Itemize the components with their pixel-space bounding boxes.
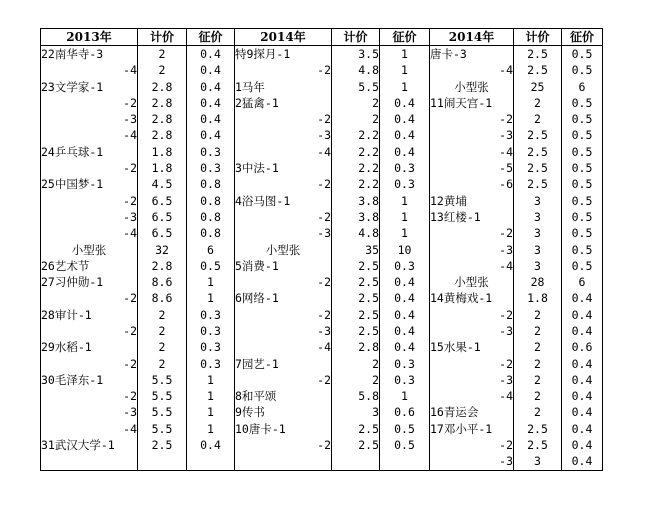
levy-cell: 0.4 <box>380 144 430 160</box>
levy-cell: 0.3 <box>187 340 235 356</box>
price-cell: 2.5 <box>514 144 562 160</box>
levy-cell: 0.3 <box>187 144 235 160</box>
price-cell: 5.5 <box>138 421 187 437</box>
levy-cell: 0.5 <box>187 258 235 274</box>
table-row <box>41 291 603 307</box>
issue-name-cell: 31武汉大学-1 <box>41 437 138 453</box>
issue-name-cell: -2 <box>430 307 514 323</box>
levy-cell: 0.4 <box>380 291 430 307</box>
levy-cell: 0.3 <box>187 307 235 323</box>
levy-cell: 1 <box>380 79 430 95</box>
levy-cell: 0.4 <box>380 128 430 144</box>
issue-name-cell: -3 <box>235 226 332 242</box>
levy-cell: 0.3 <box>187 323 235 339</box>
price-cell: 2 <box>514 356 562 372</box>
levy-cell: 0.5 <box>562 209 603 225</box>
price-cell: 4.5 <box>138 177 187 193</box>
levy-cell: 0.5 <box>562 128 603 144</box>
price-cell: 3.8 <box>332 209 380 225</box>
price-cell: 6.5 <box>138 209 187 225</box>
header-levy-1: 征价 <box>187 29 235 46</box>
price-cell: 2 <box>332 356 380 372</box>
levy-cell: 0.4 <box>380 111 430 127</box>
price-cell: 2 <box>138 340 187 356</box>
levy-cell: 0.5 <box>562 242 603 258</box>
table-row <box>41 128 603 144</box>
levy-cell: 0.5 <box>562 111 603 127</box>
issue-name-cell: -2 <box>235 372 332 388</box>
levy-cell: 0.5 <box>562 63 603 79</box>
issue-name-cell: -2 <box>41 389 138 405</box>
issue-name-cell: -3 <box>430 454 514 471</box>
issue-name-cell: -2 <box>430 226 514 242</box>
price-cell: 5.5 <box>138 389 187 405</box>
header-levy-3: 征价 <box>562 29 603 46</box>
price-cell: 5.5 <box>332 79 380 95</box>
levy-cell: 0.4 <box>187 437 235 453</box>
levy-cell: 0.4 <box>562 405 603 421</box>
levy-cell: 0.3 <box>380 160 430 176</box>
table-row <box>41 307 603 323</box>
header-year-2014-b: 2014年 <box>430 29 514 46</box>
issue-name-cell: -4 <box>41 421 138 437</box>
levy-cell: 0.5 <box>562 226 603 242</box>
issue-name-cell: -2 <box>41 323 138 339</box>
issue-name-cell: 小型张 <box>430 274 514 290</box>
levy-cell: 1 <box>187 291 235 307</box>
issue-name-cell: -4 <box>41 128 138 144</box>
header-price-3: 计价 <box>514 29 562 46</box>
levy-cell: 0.6 <box>562 340 603 356</box>
levy-cell: 0.5 <box>562 160 603 176</box>
price-cell: 2.5 <box>514 128 562 144</box>
price-cell: 2.5 <box>514 160 562 176</box>
price-cell: 2 <box>332 95 380 111</box>
price-cell: 2.5 <box>514 63 562 79</box>
price-cell: 2.8 <box>138 128 187 144</box>
levy-cell: 0.5 <box>562 193 603 209</box>
levy-cell: 0.8 <box>187 209 235 225</box>
price-cell: 2 <box>138 356 187 372</box>
levy-cell: 1 <box>187 405 235 421</box>
issue-name-cell: -4 <box>235 340 332 356</box>
table-row <box>41 323 603 339</box>
issue-name-cell: -2 <box>430 437 514 453</box>
issue-name-cell: -3 <box>430 128 514 144</box>
price-cell: 2 <box>514 389 562 405</box>
table-row <box>41 226 603 242</box>
price-cell: 2 <box>138 63 187 79</box>
price-cell: 2.5 <box>138 437 187 453</box>
levy-cell: 0.5 <box>562 95 603 111</box>
price-cell: 3 <box>514 226 562 242</box>
table-row <box>41 421 603 437</box>
issue-name-cell: -2 <box>41 160 138 176</box>
issue-name-cell: -4 <box>41 63 138 79</box>
issue-name-cell: 27习仲勋-1 <box>41 274 138 290</box>
levy-cell: 1 <box>380 63 430 79</box>
header-price-2: 计价 <box>332 29 380 46</box>
table-row <box>41 144 603 160</box>
table-row <box>41 111 603 127</box>
issue-name-cell: -3 <box>41 405 138 421</box>
table-row <box>41 193 603 209</box>
header-price-1: 计价 <box>138 29 187 46</box>
levy-cell: 0.3 <box>380 258 430 274</box>
issue-name-cell: -5 <box>430 160 514 176</box>
issue-name-cell: -2 <box>430 356 514 372</box>
price-cell: 2 <box>514 340 562 356</box>
price-cell: 2 <box>138 323 187 339</box>
table-row <box>41 372 603 388</box>
price-cell <box>332 454 380 471</box>
levy-cell: 0.4 <box>187 63 235 79</box>
issue-name-cell: -2 <box>41 193 138 209</box>
levy-cell: 1 <box>187 274 235 290</box>
issue-name-cell: -2 <box>235 111 332 127</box>
issue-name-cell: -2 <box>235 209 332 225</box>
price-cell: 2 <box>138 307 187 323</box>
price-cell: 25 <box>514 79 562 95</box>
levy-cell: 0.4 <box>562 323 603 339</box>
header-year-2014-a: 2014年 <box>235 29 332 46</box>
levy-cell: 0.4 <box>380 274 430 290</box>
table-row <box>41 46 603 63</box>
price-cell: 2.5 <box>514 437 562 453</box>
levy-cell: 0.5 <box>380 437 430 453</box>
price-cell: 6.5 <box>138 226 187 242</box>
price-cell: 5.8 <box>332 389 380 405</box>
header-row <box>41 29 603 46</box>
levy-cell: 1 <box>380 46 430 63</box>
levy-cell: 0.4 <box>187 79 235 95</box>
issue-name-cell: 26艺术节 <box>41 258 138 274</box>
price-cell: 2.5 <box>514 46 562 63</box>
levy-cell: 1 <box>187 372 235 388</box>
price-cell: 8.6 <box>138 274 187 290</box>
table-row <box>41 63 603 79</box>
issue-name-cell: -2 <box>235 274 332 290</box>
price-cell: 32 <box>138 242 187 258</box>
levy-cell: 6 <box>562 274 603 290</box>
levy-cell: 0.4 <box>562 437 603 453</box>
issue-name-cell: -4 <box>41 226 138 242</box>
price-cell: 6.5 <box>138 193 187 209</box>
levy-cell: 0.4 <box>380 340 430 356</box>
price-cell: 1.8 <box>514 291 562 307</box>
price-cell: 2.8 <box>138 258 187 274</box>
levy-cell: 0.4 <box>562 454 603 471</box>
issue-name-cell: 小型张 <box>235 242 332 258</box>
price-cell: 3 <box>332 405 380 421</box>
price-cell: 2.2 <box>332 144 380 160</box>
table-row <box>41 177 603 193</box>
price-cell: 3.8 <box>332 193 380 209</box>
issue-name-cell: 7园艺-1 <box>235 356 332 372</box>
issue-name-cell: 6网络-1 <box>235 291 332 307</box>
issue-name-cell: 1马年 <box>235 79 332 95</box>
levy-cell: 0.4 <box>187 128 235 144</box>
issue-name-cell: -3 <box>235 323 332 339</box>
levy-cell: 1 <box>187 389 235 405</box>
levy-cell: 0.4 <box>380 323 430 339</box>
issue-name-cell: 唐卡-3 <box>430 46 514 63</box>
price-cell: 2.5 <box>514 177 562 193</box>
price-cell: 35 <box>332 242 380 258</box>
price-cell: 4.8 <box>332 226 380 242</box>
levy-cell: 0.4 <box>562 291 603 307</box>
issue-name-cell: -2 <box>235 177 332 193</box>
issue-name-cell: -2 <box>235 63 332 79</box>
issue-name-cell: 30毛泽东-1 <box>41 372 138 388</box>
price-cell: 2.5 <box>332 291 380 307</box>
levy-cell: 0.5 <box>562 258 603 274</box>
price-cell: 8.6 <box>138 291 187 307</box>
levy-cell: 0.4 <box>380 95 430 111</box>
price-cell: 2.8 <box>138 111 187 127</box>
price-cell: 2.8 <box>138 95 187 111</box>
price-cell: 2 <box>514 405 562 421</box>
issue-name-cell: 15水果-1 <box>430 340 514 356</box>
levy-cell: 1 <box>380 193 430 209</box>
price-cell: 2 <box>514 372 562 388</box>
levy-cell: 0.4 <box>562 307 603 323</box>
levy-cell: 1 <box>187 421 235 437</box>
price-cell: 2.5 <box>332 258 380 274</box>
price-cell: 2.2 <box>332 160 380 176</box>
issue-name-cell: -4 <box>235 144 332 160</box>
issue-name-cell: 22南华寺-3 <box>41 46 138 63</box>
table-row <box>41 405 603 421</box>
price-cell: 2.2 <box>332 177 380 193</box>
issue-name-cell: 5消费-1 <box>235 258 332 274</box>
levy-cell: 0.4 <box>187 111 235 127</box>
issue-name-cell: 13红楼-1 <box>430 209 514 225</box>
levy-cell: 0.5 <box>562 144 603 160</box>
levy-cell: 0.4 <box>562 421 603 437</box>
levy-cell: 0.3 <box>187 160 235 176</box>
price-cell: 2 <box>514 111 562 127</box>
issue-name-cell: 25中国梦-1 <box>41 177 138 193</box>
header-levy-2: 征价 <box>380 29 430 46</box>
issue-name-cell: -4 <box>430 389 514 405</box>
issue-name-cell: -2 <box>41 291 138 307</box>
levy-cell: 0.5 <box>562 46 603 63</box>
issue-name-cell: 24乒乓球-1 <box>41 144 138 160</box>
price-cell: 2 <box>514 323 562 339</box>
price-cell: 3.5 <box>332 46 380 63</box>
issue-name-cell: 小型张 <box>430 79 514 95</box>
issue-name-cell: 11闹天宫-1 <box>430 95 514 111</box>
issue-name-cell: 28审计-1 <box>41 307 138 323</box>
levy-cell: 0.5 <box>380 421 430 437</box>
price-cell: 2.8 <box>138 79 187 95</box>
table-row <box>41 160 603 176</box>
issue-name-cell: 16青运会 <box>430 405 514 421</box>
issue-name-cell: -3 <box>430 242 514 258</box>
price-table <box>40 28 603 471</box>
price-cell: 3 <box>514 258 562 274</box>
price-cell: 4.8 <box>332 63 380 79</box>
table-row <box>41 437 603 453</box>
levy-cell: 0.4 <box>562 372 603 388</box>
price-cell: 2.2 <box>332 128 380 144</box>
levy-cell <box>380 454 430 471</box>
levy-cell: 0.6 <box>380 405 430 421</box>
price-cell: 2 <box>514 307 562 323</box>
levy-cell: 0.4 <box>187 95 235 111</box>
issue-name-cell: 小型张 <box>41 242 138 258</box>
issue-name-cell: -4 <box>430 258 514 274</box>
table-row <box>41 79 603 95</box>
issue-name-cell: -2 <box>235 307 332 323</box>
header-year-2013: 2013年 <box>41 29 138 46</box>
levy-cell: 0.3 <box>380 372 430 388</box>
levy-cell: 0.8 <box>187 177 235 193</box>
levy-cell: 0.3 <box>187 356 235 372</box>
table-row <box>41 95 603 111</box>
table-row <box>41 242 603 258</box>
issue-name-cell: -2 <box>430 111 514 127</box>
table-row <box>41 274 603 290</box>
levy-cell: 0.4 <box>187 46 235 63</box>
levy-cell: 6 <box>187 242 235 258</box>
levy-cell: 6 <box>562 79 603 95</box>
issue-name-cell: 特9探月-1 <box>235 46 332 63</box>
price-cell: 2.5 <box>332 323 380 339</box>
table-row <box>41 389 603 405</box>
issue-name-cell: 17邓小平-1 <box>430 421 514 437</box>
price-cell: 5.5 <box>138 405 187 421</box>
levy-cell: 0.4 <box>562 356 603 372</box>
issue-name-cell: -3 <box>41 209 138 225</box>
levy-cell: 0.8 <box>187 193 235 209</box>
levy-cell: 10 <box>380 242 430 258</box>
table-row <box>41 454 603 471</box>
price-cell: 2.5 <box>514 421 562 437</box>
issue-name-cell: 29水稻-1 <box>41 340 138 356</box>
table-row <box>41 340 603 356</box>
issue-name-cell: -3 <box>41 111 138 127</box>
issue-name-cell: 14黄梅戏-1 <box>430 291 514 307</box>
issue-name-cell: 10唐卡-1 <box>235 421 332 437</box>
price-cell: 3 <box>514 193 562 209</box>
price-cell: 2 <box>514 95 562 111</box>
levy-cell: 0.8 <box>187 226 235 242</box>
levy-cell: 0.5 <box>562 177 603 193</box>
levy-cell: 0.4 <box>380 307 430 323</box>
issue-name-cell <box>235 454 332 471</box>
issue-name-cell: -3 <box>235 128 332 144</box>
issue-name-cell: 3中法-1 <box>235 160 332 176</box>
price-cell: 3 <box>514 454 562 471</box>
issue-name-cell: 23文学家-1 <box>41 79 138 95</box>
price-cell: 2 <box>138 46 187 63</box>
issue-name-cell: 2猛禽-1 <box>235 95 332 111</box>
issue-name-cell: -3 <box>430 372 514 388</box>
price-cell: 2.5 <box>332 274 380 290</box>
issue-name-cell: 8和平颂 <box>235 389 332 405</box>
price-cell <box>138 454 187 471</box>
price-cell: 5.5 <box>138 372 187 388</box>
price-cell: 2 <box>332 111 380 127</box>
issue-name-cell: -2 <box>41 356 138 372</box>
issue-name-cell: -3 <box>430 323 514 339</box>
price-cell: 3 <box>514 209 562 225</box>
levy-cell: 0.3 <box>380 177 430 193</box>
levy-cell: 0.3 <box>380 356 430 372</box>
price-cell: 2.5 <box>332 421 380 437</box>
levy-cell: 1 <box>380 389 430 405</box>
price-cell: 28 <box>514 274 562 290</box>
table-row <box>41 209 603 225</box>
table-row <box>41 258 603 274</box>
price-cell: 2 <box>332 372 380 388</box>
issue-name-cell: 12黄埔 <box>430 193 514 209</box>
levy-cell: 1 <box>380 209 430 225</box>
levy-cell: 1 <box>380 226 430 242</box>
issue-name-cell: 9传书 <box>235 405 332 421</box>
levy-cell: 0.4 <box>562 389 603 405</box>
price-cell: 2.5 <box>332 307 380 323</box>
price-cell: 1.8 <box>138 160 187 176</box>
issue-name-cell <box>41 454 138 471</box>
levy-cell <box>187 454 235 471</box>
price-cell: 2.5 <box>332 437 380 453</box>
price-cell: 2.8 <box>332 340 380 356</box>
issue-name-cell: -2 <box>235 437 332 453</box>
issue-name-cell: -4 <box>430 63 514 79</box>
issue-name-cell: -4 <box>430 144 514 160</box>
price-cell: 1.8 <box>138 144 187 160</box>
table-row <box>41 356 603 372</box>
issue-name-cell: 4浴马图-1 <box>235 193 332 209</box>
price-cell: 3 <box>514 242 562 258</box>
issue-name-cell: -2 <box>41 95 138 111</box>
issue-name-cell: -6 <box>430 177 514 193</box>
